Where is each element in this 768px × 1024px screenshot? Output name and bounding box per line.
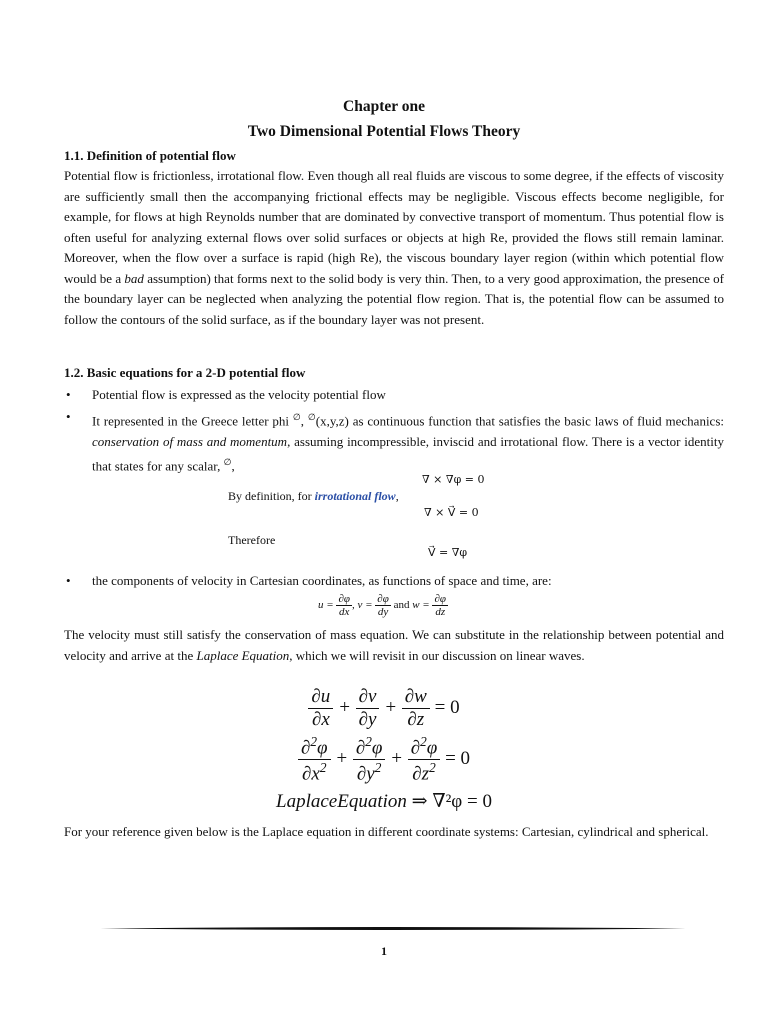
definition-label: By definition, for irrotational flow,	[228, 489, 399, 503]
equation-velocity-potential: V⃗ = ∇φ	[428, 546, 468, 559]
reference-paragraph: For your reference given below is the Laplace equation in different coordinate systems: Cartesian, cylindrical and spherical.	[64, 824, 709, 839]
bullet-dot-icon: •	[66, 387, 71, 402]
equation-curl-velocity: ∇ × V⃗ = 0	[424, 506, 479, 519]
bullet-dot-icon: •	[66, 573, 71, 588]
bullet-item-2: • It represented in the Greece letter phi ∅, ∅(x,y,z) as continuous function that satisfies the basic laws of fluid mechanics: conservation of mass and momentum, assuming incompressible, inviscid and irrotational flow. There is a vector identity that states for any scalar, ∅,	[66, 409, 724, 474]
equation-curl-grad: ∇ × ∇φ = 0	[422, 473, 485, 486]
laplace-paragraph: The velocity must still satisfy the conservation of mass equation. We can substitute in the relationship between potential and velocity and arrive at the Laplace Equation, which we will revisit in our discussion on linear waves.	[64, 627, 724, 663]
section-heading-1-1: 1.1. Definition of potential flow	[64, 148, 236, 163]
equation-continuity: $\frac{\partial u}{\partial x}$ + $\frac{\partial v}{\partial y}$ + $\frac{\partial w}{\partial z}$ = 0	[0, 686, 768, 731]
chapter-title: Two Dimensional Potential Flows Theory	[247, 123, 521, 140]
therefore-label: Therefore	[228, 533, 276, 547]
page-number: 1	[381, 944, 387, 958]
chapter-label: Chapter one	[343, 98, 425, 115]
footer-rule	[100, 927, 686, 930]
section-heading-1-2: 1.2. Basic equations for a 2-D potential flow	[64, 365, 306, 380]
definition-paragraph: Potential flow is frictionless, irrotational flow. Even though all real fluids are viscous to some degree, if the effects of viscosity are sufficiently small then the accompanying frictional effects may be negligible. Viscous effects become negligible, for example, for flows at high Reynolds number that are dominated by convective transport of momentum. Thus potential flow is often useful for analyzing external flows over solid surfaces or objects at high Re, provided the flows still remain laminar. Moreover, when the flow over a surface is rapid (high Re), the viscous boundary layer region (within which potential flow would be a bad assumption) that forms next to the solid body is very thin. Then, to a very good approximation, the presence of the boundary layer can be neglected when analyzing the potential flow region. That is, the potential flow can be assumed to follow the contours of the solid surface, as if the boundary layer was not present.	[64, 168, 724, 327]
document-page: Chapter one Two Dimensional Potential Flows Theory 1.1. Definition of potential flow Potential flow is frictionless, irrotational flow. Even though all real fluids are viscous to some degree, if the effects of viscosity are sufficiently small then the accompanying frictional effects may be negligible. Viscous effects become negligible, for example, for flows at high Reynolds number that are dominated by convective transport of momentum. Thus potential flow is often useful for analyzing external flows over solid surfaces or objects at high Re, provided the flows still remain laminar. Moreover, when the flow over a surface is rapid (high Re), the viscous boundary layer region (within which potential flow would be a bad assumption) that forms next to the solid body is very thin. Then, to a very good approximation, the presence of the boundary layer can be neglected when analyzing the potential flow region. That is, the potential flow can be assumed to follow the contours of the solid surface, as if the boundary layer was not present. 1.2. Basic equations for a 2-D potential flow • Potential flow is expressed as the velocity potential flow • It represented in the Greece letter phi ∅, ∅(x,y,z) as continuous function that satisfies the basic laws of fluid mechanics: conservation of mass and momentum, assuming incompressible, inviscid and irrotational flow. There is a vector identity that states for any scalar, ∅, ∇ × ∇φ = 0 By definition, for irrotational flow, ∇ × V⃗ = 0 Therefore V⃗ = ∇φ • the components of velocity in Cartesian coordinates, as functions of space and time, are: u = $\frac{\partial\varphi}{dx}$ , v = $\frac{\partial\varphi}{dy}$ and w = $\frac{\partial\varphi}{dz}$ The velocity must still satisfy the conservation of mass equation. We can substitute in the relationship between potential and velocity and arrive at the Laplace Equation, which we will revisit in our discussion on linear waves. $\frac{\partial u}{\partial x}$ + $\frac{\partial v}{\partial y}$ + $\frac{\partial w}{\partial z}$ = 0 $\frac{\partial^2\varphi}{\partial x^2}$ + $\frac{\partial^2\varphi}{\partial y^2}$ + $\frac{\partial^2\varphi}{\partial z^2}$ = 0 LaplaceEquation ⇒ ∇²φ = 0 For your reference given below is the Laplace equation in different coordinate systems: Cartesian, cylindrical and spherical. 1	[0, 0, 768, 1024]
equation-laplace: LaplaceEquation ⇒ ∇²φ = 0	[276, 791, 492, 812]
equation-laplace-expanded: $\frac{\partial^2\varphi}{\partial x^2}$ + $\frac{\partial^2\varphi}{\partial y^2}$ + $\frac{\partial^2\varphi}{\partial z^2}$ = 0	[0, 734, 768, 786]
bullet-dot-icon: •	[66, 409, 71, 424]
equation-velocity-components: u = $\frac{\partial\varphi}{dx}$ , v = $\frac{\partial\varphi}{dy}$ and w = $\frac{\partial\varphi}{dz}$	[318, 593, 446, 618]
